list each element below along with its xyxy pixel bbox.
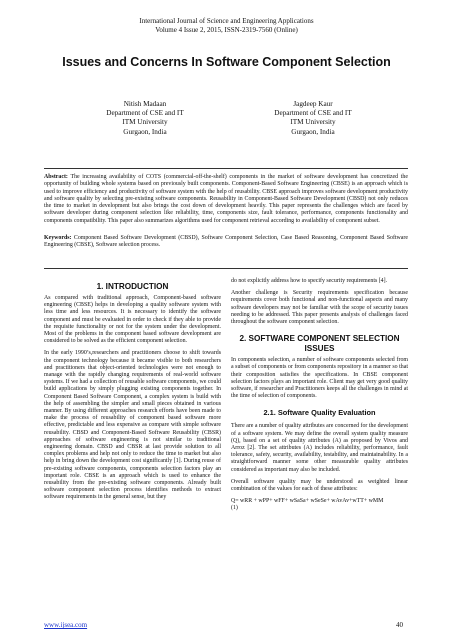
journal-header bbox=[0, 17, 453, 35]
subsection-heading-quality: 2.1. Software Quality Evaluation bbox=[263, 408, 376, 418]
keywords-text: Component Based Software Development (CBSD), Software Component Selection, Case Based Reasoning, Component Based Software Engineering (CBSE), Software selection process. bbox=[44, 235, 408, 249]
quality-paragraph-1: There are a number of quality attributes are concerned for the development of a software system. We may define the overall system quality measure (Q), based on a set of quality attributes (A) as proposed by Vivos and Arroz [2]. The set attributes (A) includes reliability, performance, fault tolerance, safety, security, availability, testability, and maintainability. In a straightforward manner some other measurable quality attributes considered as important may also be included. bbox=[231, 423, 408, 473]
journal-website-link[interactable]: www.ijsea.com bbox=[44, 621, 88, 629]
author-name: Jagdeep Kaur bbox=[293, 100, 333, 108]
left-column bbox=[44, 282, 221, 507]
quality-paragraph-2: Overall software quality may be understood as weighted linear combination of the values for each of these attributes: bbox=[231, 478, 408, 493]
author-city: Gurgaon, India bbox=[291, 127, 335, 136]
intro-paragraph-2: In the early 1990’s,researchers and practitioners choose to shift towards the component technology because it became visible to both researchers and practitioners that object-oriented technologies were not enough to manage with the rapidly changing requirements of real-world software systems. If we had a collection of reusable software components, we could build applications by simply plugging existing components together. In Component Based Software Component, a complex system is build with the help of assembling the simpler and small pieces obtained in various manner. By using different approaches research efforts have been made to make the process of reusability of component based software more effective, predictable and less expensive as compare with simple software reusability. CBSD and Component-Based Software Reusability (CBSR) approaches of software engineering is not similar to traditional engineering domain. CBSD and CBSR at last provide solution to all complex problems and help not only to reduce the time to market but also help in bring down the development cost significantly [1]. During reuse of pre-existing software components, components selection factors play an important role. CBSE is an approach which is used to enhance the reusability from the pre-existing software components. Already built software component selection process identifies methods to extract software requirements in the general sense, but they bbox=[44, 350, 221, 501]
author-university: ITM University bbox=[122, 118, 168, 127]
paper-title: Issues and Concerns In Software Component Selection bbox=[62, 55, 391, 69]
author-name: Nitish Madaan bbox=[123, 100, 167, 108]
author-block-1 bbox=[70, 100, 220, 137]
author-university: ITM University bbox=[290, 118, 336, 127]
abstract-top-rule bbox=[44, 168, 408, 169]
intro-paragraph-3: Another challenge is Security requirements specification because requirements cover both functional and non-functional aspects and many software developers may not be familiar with the scope of security issues needing to be addressed. This paper presents analysis of challenges faced throughout the software component selection. bbox=[231, 290, 408, 326]
author-dept: Department of CSE and IT bbox=[106, 109, 184, 118]
intro-paragraph-1: As compared with traditional approach, Component-based software engineering (CBSE) helps in developing a quality software system with less time and less resources. It is necessary to identify the software component and must be evaluated in order to check if they able to provide the requisite functionality or not for the system under the development. Most of the problems in the component based software development are considered to be solved as the efficient component selection. bbox=[44, 295, 221, 345]
right-column bbox=[231, 278, 408, 513]
journal-issue: Volume 4 Issue 2, 2015, ISSN-2319-7560 (Online) bbox=[155, 26, 298, 34]
author-dept: Department of CSE and IT bbox=[274, 109, 352, 118]
section-heading-introduction: 1. INTRODUCTION bbox=[96, 282, 169, 291]
abstract-text: The increasing availability of COTS (commercial-off-the-shelf) components in the market of software development has concretized the opportunity of building whole systems based on previously built components. Component-Based Software Engineering (CBSE) is an approach which is used to improve efficiency and productivity of software system with the help of reusability. CBSE approach improves software development productivity and software quality by selecting pre-existing software components. Reusability in Component-Based Software Development (CBSD) not only reduces the time to market in development but also brings the cost down of development heavily. This paper represents the challenges which are faced by software developer during component selection like reliability, time, components size, fault tolerance, performance, components functionality and components compatibility. This paper also summarizes algorithms used for component retrieval according to availability of component subset. bbox=[44, 174, 408, 224]
equation-1 bbox=[231, 498, 408, 512]
abstract bbox=[44, 174, 408, 225]
journal-name: International Journal of Science and Engineering Applications bbox=[139, 17, 314, 25]
author-block-2 bbox=[238, 100, 388, 137]
author-city: Gurgaon, India bbox=[123, 127, 167, 136]
keywords-label: Keywords: bbox=[44, 235, 72, 241]
page-number: 40 bbox=[396, 621, 403, 629]
intro-paragraph-continued: do not explicitly address how to specify security requirements [4]. bbox=[231, 278, 388, 284]
abstract-label: Abstract: bbox=[44, 174, 68, 180]
selection-paragraph-1: In components selection, a number of software components selected from a subset of components or from components repository in a manner so that their composition satisfies the specifications. In CBSE component selection factors plays an important role. Client may get very good quality software, if researcher and Practitioners keeps all the challenges in mind at the time of selection of components. bbox=[231, 357, 408, 400]
keywords bbox=[44, 235, 408, 250]
section-heading-selection-issues: 2. SOFTWARE COMPONENT SELECTION ISSUES bbox=[239, 334, 400, 354]
equation-number: (1) bbox=[231, 505, 238, 512]
keywords-bottom-rule bbox=[44, 268, 408, 269]
equation-text: Q= wRR + wPP+ wFF+ wSaSa+ wSeSe+ wAvAv+wTT+ wMM bbox=[231, 498, 384, 505]
